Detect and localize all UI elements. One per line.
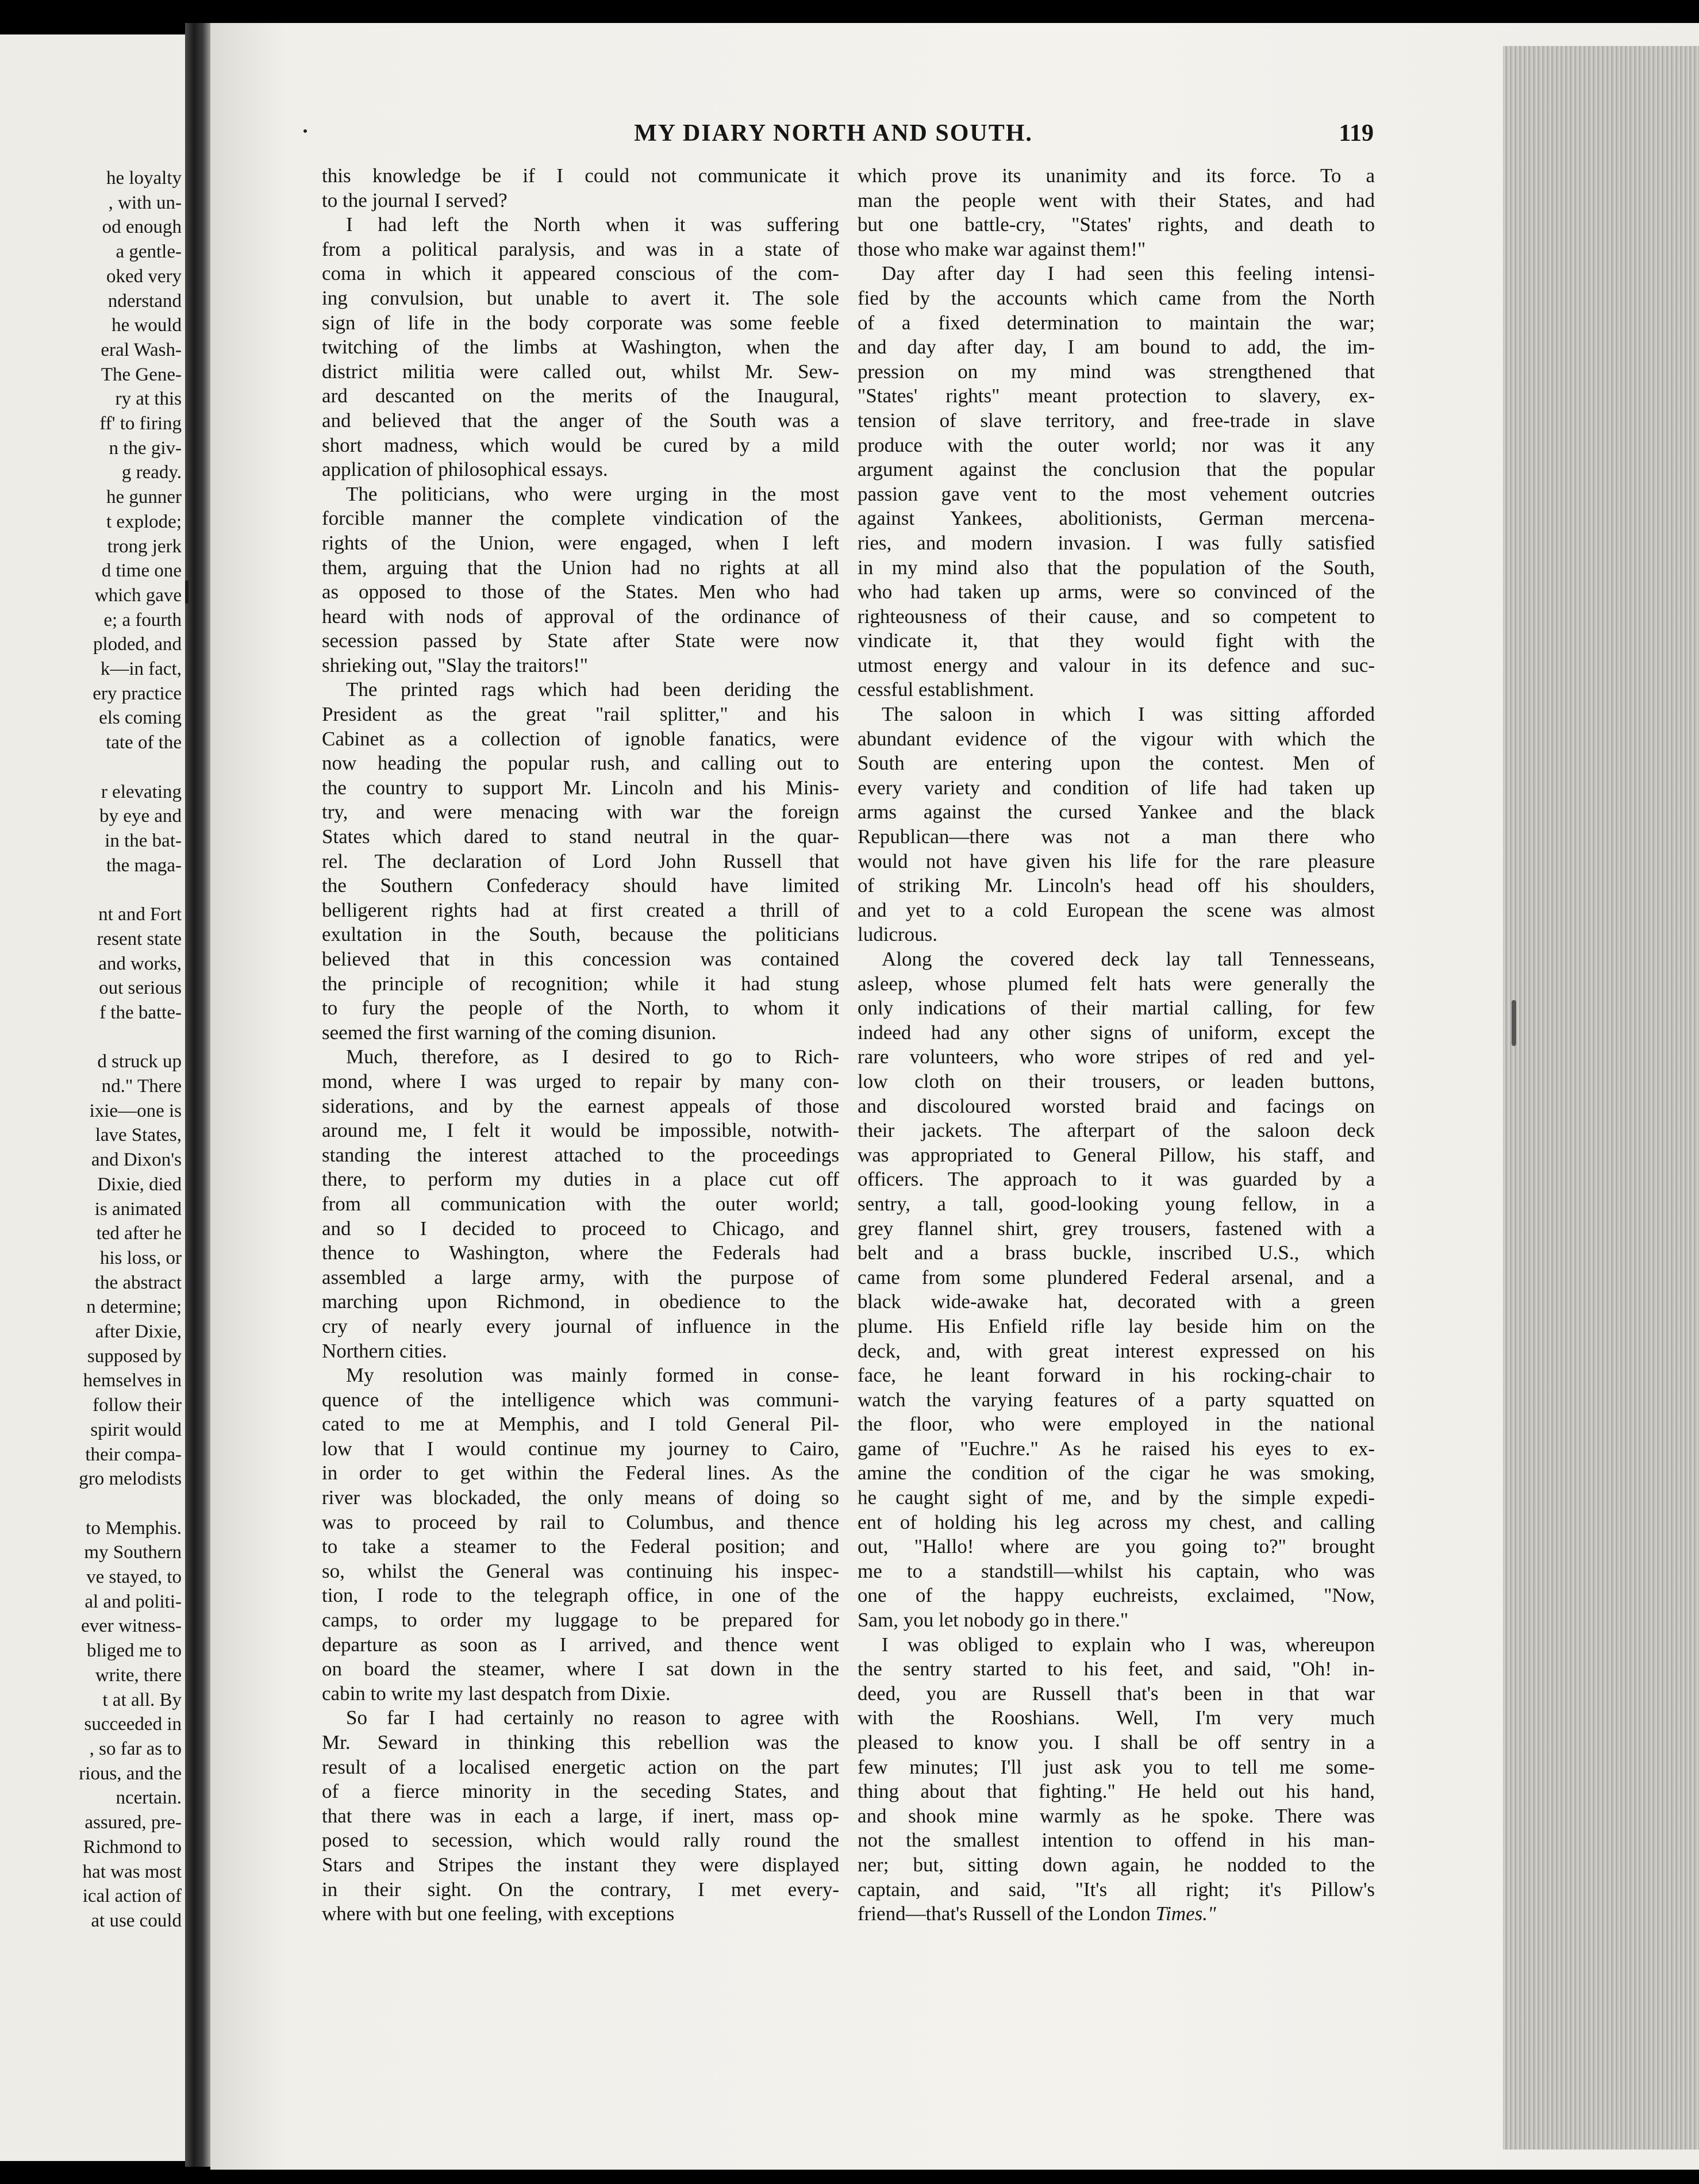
text-line: rights of the Union, were engaged, when I left bbox=[322, 531, 839, 554]
text-line: he caught sight of me, and by the simple expedi- bbox=[858, 1486, 1375, 1509]
text-line: where with but one feeling, with exceptions bbox=[322, 1902, 675, 1925]
text-line: result of a localised energetic action on the part bbox=[322, 1755, 839, 1778]
text-line: and so I decided to proceed to Chicago, and bbox=[322, 1217, 839, 1240]
text-line: seemed the first warning of the coming disunion. bbox=[322, 1021, 717, 1044]
text-line: low that I would continue my journey to Cairo, bbox=[322, 1437, 839, 1460]
text-line: from all communication with the outer world; bbox=[322, 1192, 839, 1215]
text-line: district militia were called out, whilst Mr. Sew- bbox=[322, 360, 839, 383]
text-line: President as the great "rail splitter," and his bbox=[322, 703, 839, 726]
text-line: belt and a brass buckle, inscribed U.S., which bbox=[858, 1241, 1375, 1264]
text-line: so, whilst the General was continuing his inspec- bbox=[322, 1559, 839, 1582]
text-line: tension of slave territory, and free-trade in slave bbox=[858, 409, 1375, 432]
text-line: assembled a large army, with the purpose of bbox=[322, 1266, 839, 1289]
text-line: quence of the intelligence which was communi- bbox=[322, 1388, 839, 1411]
text-line: was appropriated to General Pillow, his staff, and bbox=[858, 1143, 1375, 1166]
text-column-left bbox=[322, 164, 839, 1927]
text-line: to fury the people of the North, to whom it bbox=[322, 997, 839, 1020]
text-line: in their sight. On the contrary, I met every- bbox=[322, 1878, 839, 1901]
left-page bbox=[0, 34, 185, 2161]
text-line: only indications of their martial calling, for few bbox=[858, 997, 1375, 1020]
text-line: The saloon in which I was sitting afforded bbox=[882, 703, 1375, 726]
text-line: The printed rags which had been deriding the bbox=[346, 678, 839, 701]
text-line: friend—that's Russell of the London Times." bbox=[858, 1902, 1216, 1925]
text-line: of striking Mr. Lincoln's head off his shoulders, bbox=[858, 874, 1375, 897]
text-line: coma in which it appeared conscious of the com- bbox=[322, 262, 839, 285]
text-line: game of "Euchre." As he raised his eyes to ex- bbox=[858, 1437, 1375, 1460]
text-line: The politicians, who were urging in the most bbox=[346, 482, 839, 505]
text-line: Much, therefore, as I desired to go to Rich- bbox=[346, 1045, 839, 1068]
text-line: ard descanted on the merits of the Inaugural, bbox=[322, 384, 839, 407]
text-line: cessful establishment. bbox=[858, 678, 1035, 701]
text-line: pleased to know you. I shall be off sentry in a bbox=[858, 1731, 1375, 1754]
text-line: marching upon Richmond, in obedience to the bbox=[322, 1290, 839, 1313]
text-line: siderations, and by the earnest appeals of those bbox=[322, 1094, 839, 1117]
text-line: of a fixed determination to maintain the war; bbox=[858, 311, 1375, 334]
text-line: South are entering upon the contest. Men of bbox=[858, 752, 1375, 775]
text-line: heard with nods of approval of the ordinance of bbox=[322, 605, 839, 628]
text-line: black wide-awake hat, decorated with a green bbox=[858, 1290, 1375, 1313]
text-line: and day after day, I am bound to add, the im- bbox=[858, 336, 1375, 359]
text-line: the floor, who were employed in the national bbox=[858, 1413, 1375, 1436]
text-line: out, "Hallo! where are you going to?" brought bbox=[858, 1535, 1375, 1558]
text-line: in order to get within the Federal lines. As the bbox=[322, 1462, 839, 1485]
text-line: one of the happy euchreists, exclaimed, "Now, bbox=[858, 1584, 1375, 1607]
text-line: twitching of the limbs at Washington, when the bbox=[322, 336, 839, 359]
text-line: from a political paralysis, and was in a state of bbox=[322, 237, 839, 260]
text-line: Along the covered deck lay tall Tennesseans, bbox=[882, 948, 1375, 970]
header-dot bbox=[303, 129, 307, 133]
text-line: cry of nearly every journal of influence in the bbox=[322, 1314, 839, 1337]
text-line: thing about that fighting." He held out his hand, bbox=[858, 1780, 1375, 1803]
text-line: standing the interest attached to the proceedings bbox=[322, 1143, 839, 1166]
text-line: exultation in the South, because the politicians bbox=[322, 923, 839, 946]
margin-mark bbox=[185, 580, 189, 603]
text-line: low cloth on their trousers, or leaden buttons, bbox=[858, 1070, 1375, 1093]
text-line: officers. The approach to it was guarded by a bbox=[858, 1168, 1375, 1191]
text-line: posed to secession, which would rally round the bbox=[322, 1829, 839, 1852]
text-line: as opposed to those of the States. Men who had bbox=[322, 580, 839, 603]
text-line: not the smallest intention to offend in his man- bbox=[858, 1829, 1375, 1852]
text-column-right bbox=[858, 164, 1375, 1927]
text-line: application of philosophical essays. bbox=[322, 458, 608, 481]
text-line: cabin to write my last despatch from Dixie. bbox=[322, 1682, 671, 1705]
text-line: Stars and Stripes the instant they were displayed bbox=[322, 1853, 839, 1876]
text-line: that there was in each a large, if inert, mass op- bbox=[322, 1804, 839, 1827]
italic-word: Times." bbox=[1155, 1902, 1216, 1925]
text-line: utmost energy and valour in its defence and suc- bbox=[858, 653, 1375, 676]
text-line: vindicate it, that they would fight with the bbox=[858, 629, 1375, 652]
text-line: to the journal I served? bbox=[322, 189, 508, 212]
text-line: the Southern Confederacy should have limited bbox=[322, 874, 839, 897]
text-line: man the people went with their States, and had bbox=[858, 189, 1375, 212]
text-line: So far I had certainly no reason to agree with bbox=[346, 1706, 839, 1729]
text-line: asleep, whose plumed felt hats were generally the bbox=[858, 972, 1375, 995]
text-line: few minutes; I'll just ask you to tell me some- bbox=[858, 1755, 1375, 1778]
text-line: "States' rights" meant protection to slavery, ex- bbox=[858, 384, 1375, 407]
text-line: there, to perform my duties in a place cut off bbox=[322, 1168, 839, 1191]
text-line: on board the steamer, where I sat down in the bbox=[322, 1658, 839, 1681]
text-line: the sentry started to his feet, and said, "Oh! in- bbox=[858, 1658, 1375, 1681]
text-line: produce with the outer world; nor was it any bbox=[858, 433, 1375, 456]
page-number: 119 bbox=[1339, 120, 1374, 147]
text-line: of a fierce minority in the seceding States, and bbox=[322, 1780, 839, 1803]
text-line: mond, where I was urged to repair by many con- bbox=[322, 1070, 839, 1093]
margin-mark bbox=[1512, 1000, 1516, 1046]
text-line: secession passed by State after State were now bbox=[322, 629, 839, 652]
text-line: cated to me at Memphis, and I told General Pil- bbox=[322, 1413, 839, 1436]
text-line: ries, and modern invasion. I was fully satisfied bbox=[858, 531, 1375, 554]
text-line: Northern cities. bbox=[322, 1339, 447, 1362]
text-line: every variety and condition of life had taken up bbox=[858, 776, 1375, 799]
text-line: indeed had any other signs of uniform, except the bbox=[858, 1021, 1375, 1044]
text-line: and yet to a cold European the scene was almost bbox=[858, 898, 1375, 921]
text-line: forcible manner the complete vindication of the bbox=[322, 507, 839, 530]
text-line: deed, you are Russell that's been in that war bbox=[858, 1682, 1375, 1705]
text-line: ent of holding his leg across my chest, and calling bbox=[858, 1510, 1375, 1533]
text-line: plume. His Enfield rifle lay beside him on the bbox=[858, 1314, 1375, 1337]
text-line: watch the varying features of a party squatted on bbox=[858, 1388, 1375, 1411]
text-line: with the Rooshians. Well, I'm very much bbox=[858, 1706, 1375, 1729]
text-line: passion gave vent to the most vehement outcries bbox=[858, 482, 1375, 505]
text-line: this knowledge be if I could not communicate it bbox=[322, 164, 839, 187]
text-line: departure as soon as I arrived, and thence went bbox=[322, 1633, 839, 1656]
text-line: face, he leant forward in his rocking-chair to bbox=[858, 1364, 1375, 1387]
text-line: against Yankees, abolitionists, German mercena- bbox=[858, 507, 1375, 530]
text-line: captain, and said, "It's all right; it's Pillow's bbox=[858, 1878, 1375, 1901]
text-line: and discoloured worsted braid and facings on bbox=[858, 1094, 1375, 1117]
text-line: rel. The declaration of Lord John Russell that bbox=[322, 849, 839, 872]
text-line: Day after day I had seen this feeling intensi- bbox=[882, 262, 1375, 285]
text-line: river was blockaded, the only means of doing so bbox=[322, 1486, 839, 1509]
text-line: amine the condition of the cigar he was smoking, bbox=[858, 1462, 1375, 1485]
text-line: righteousness of their cause, and so competent to bbox=[858, 605, 1375, 628]
text-line: ner; but, sitting down again, he nodded to the bbox=[858, 1853, 1375, 1876]
text-line: shrieking out, "Slay the traitors!" bbox=[322, 653, 589, 676]
text-line: but one battle-cry, "States' rights, and death to bbox=[858, 213, 1375, 236]
text-line: rare volunteers, who wore stripes of red and yel- bbox=[858, 1045, 1375, 1068]
text-line: the country to support Mr. Lincoln and his Minis- bbox=[322, 776, 839, 799]
text-line: belligerent rights had at first created a thrill of bbox=[322, 898, 839, 921]
text-line: Cabinet as a collection of ignoble fanatics, were bbox=[322, 727, 839, 750]
left-page-text-fragment: he loyalty , with un- od enough a gentle- oked very nderstand he would eral Wash- The Gene- ry at this ff' to firing n the giv- g ready. he gunner t explode; trong jerk d time one which gave e; a fourth ploded, and k—in fact, ery practice els coming tate of the r elevating by eye and in the bat- the maga- nt and Fort resent state and works, out serious f the batte- d struck up nd." There ixie—one is lave States, and Dixon's Dixie, died is animated ted after he his loss, or the abstract n determine; after Dixie, supposed by hemselves in follow their spirit would their compa- gro melodists to Memphis. my Southern ve stayed, to al and politi- ever witness- bliged me to write, there t at all. By succeeded in , so far as to rious, and the ncertain. assured, pre- Richmond to hat was most ical action of at use could bbox=[79, 168, 182, 1931]
text-line: ing convulsion, but unable to avert it. The sole bbox=[322, 286, 839, 309]
text-line: came from some plundered Federal arsenal, and a bbox=[858, 1266, 1375, 1289]
text-line: their jackets. The afterpart of the saloon deck bbox=[858, 1119, 1375, 1142]
text-line: tion, I rode to the telegraph office, in one of the bbox=[322, 1584, 839, 1607]
text-line: to take a steamer to the Federal position; and bbox=[322, 1535, 839, 1558]
text-line: and shook mine warmly as he spoke. There was bbox=[858, 1804, 1375, 1827]
page-edges bbox=[1503, 46, 1699, 2150]
text-line: argument against the conclusion that the popular bbox=[858, 458, 1375, 481]
text-line: Sam, you let nobody go in there." bbox=[858, 1609, 1129, 1632]
text-line: sentry, a tall, good-looking young fellow, in a bbox=[858, 1192, 1375, 1215]
text-line: arms against the cursed Yankee and the black bbox=[858, 801, 1375, 824]
text-line: would not have given his life for the rare pleasure bbox=[858, 849, 1375, 872]
text-line: the principle of recognition; while it had stung bbox=[322, 972, 839, 995]
text-line: pression on my mind was strengthened that bbox=[858, 360, 1375, 383]
text-line: My resolution was mainly formed in conse- bbox=[346, 1364, 839, 1387]
text-line: I was obliged to explain who I was, whereupon bbox=[882, 1633, 1375, 1656]
text-line: and believed that the anger of the South was a bbox=[322, 409, 839, 432]
text-line: believed that in this concession was contained bbox=[322, 948, 839, 970]
text-line: them, arguing that the Union had no rights at all bbox=[322, 556, 839, 579]
text-line: fied by the accounts which came from the North bbox=[858, 286, 1375, 309]
text-line: thence to Washington, where the Federals had bbox=[322, 1241, 839, 1264]
text-line: who had taken up arms, were so convinced of the bbox=[858, 580, 1375, 603]
text-line: which prove its unanimity and its force. To a bbox=[858, 164, 1375, 187]
text-line: now heading the popular rush, and calling out to bbox=[322, 752, 839, 775]
text-line: Republican—there was not a man there who bbox=[858, 825, 1375, 848]
text-line: try, and were menacing with war the foreign bbox=[322, 801, 839, 824]
text-line: grey flannel shirt, grey trousers, fastened with a bbox=[858, 1217, 1375, 1240]
text-line: around me, I felt it would be impossible, notwith- bbox=[322, 1119, 839, 1142]
text-line: those who make war against them!" bbox=[858, 237, 1146, 260]
text-line: short madness, which would be cured by a mild bbox=[322, 433, 839, 456]
text-line: ludicrous. bbox=[858, 923, 938, 946]
text-line: deck, and, with great interest expressed on his bbox=[858, 1339, 1375, 1362]
text-line: in my mind also that the population of the South, bbox=[858, 556, 1375, 579]
book-gutter bbox=[185, 23, 210, 2167]
running-title: MY DIARY NORTH AND SOUTH. bbox=[634, 120, 1033, 147]
text-line: States which dared to stand neutral in the quar- bbox=[322, 825, 839, 848]
text-line: abundant evidence of the vigour with which the bbox=[858, 727, 1375, 750]
text-line: was to proceed by rail to Columbus, and thence bbox=[322, 1510, 839, 1533]
text-line: I had left the North when it was suffering bbox=[346, 213, 839, 236]
text-line: sign of life in the body corporate was some feeble bbox=[322, 311, 839, 334]
text-line: me to a standstill—whilst his captain, who was bbox=[858, 1559, 1375, 1582]
text-line: Mr. Seward in thinking this rebellion was the bbox=[322, 1731, 839, 1754]
text-line: camps, to order my luggage to be prepared for bbox=[322, 1609, 839, 1632]
